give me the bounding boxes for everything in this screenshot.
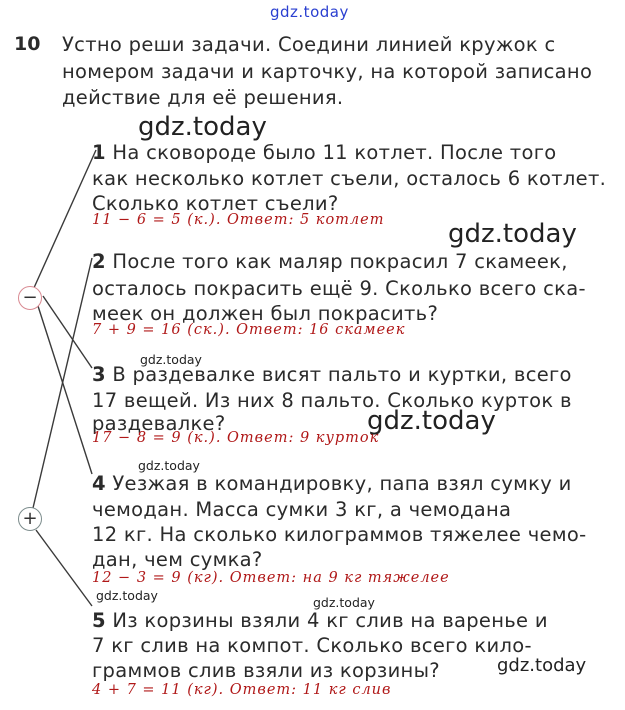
problem-1-number: 1 <box>92 141 106 164</box>
problem-4-number: 4 <box>92 472 106 495</box>
problem-3-line-3: раздевалке? <box>92 412 226 435</box>
problem-3-number: 3 <box>92 363 106 386</box>
watermark-4: gdz.today <box>367 406 496 436</box>
problem-2-line-3: меек он должен был покрасить? <box>92 302 439 325</box>
problem-2-number: 2 <box>92 250 106 273</box>
problem-5-line-3: граммов слив взяли из корзины? <box>92 659 440 682</box>
watermark-7: gdz.today <box>313 595 375 610</box>
task-number: 10 <box>14 33 41 55</box>
minus-card[interactable]: − <box>18 286 42 310</box>
watermark-8: gdz.today <box>497 655 587 676</box>
problem-2-line-2: осталось покрасить ещё 9. Сколько всего ска- <box>92 277 586 300</box>
watermark-1: gdz.today <box>138 112 267 142</box>
problem-4-line-3: 12 кг. На сколько килограммов тяжелее чемо- <box>92 523 587 546</box>
line-plus-problem5 <box>36 530 92 606</box>
line-minus-problem3 <box>43 296 92 368</box>
problem-2-answer: 7 + 9 = 16 (ск.). Ответ: 16 скамеек <box>92 322 406 338</box>
watermark-top: gdz.today <box>270 3 349 21</box>
problem-5-line-2: 7 кг слив на компот. Сколько всего кило- <box>92 634 532 657</box>
problem-5-answer: 4 + 7 = 11 (кг). Ответ: 11 кг слив <box>92 682 392 698</box>
problem-4-line-2: чемодан. Масса сумки 3 кг, а чемодана <box>92 498 512 521</box>
watermark-5: gdz.today <box>138 458 200 473</box>
problem-4-line-4: дан, чем сумка? <box>92 548 263 571</box>
problem-5-number: 5 <box>92 609 106 632</box>
watermark-2: gdz.today <box>448 219 577 249</box>
instruction-line-2: номером задачи и карточку, на которой записано <box>62 60 593 83</box>
problem-1-line-3: Сколько котлет съели? <box>92 192 339 215</box>
problem-2-line-1: 2 После того как маляр покрасил 7 скамеек, <box>92 250 568 273</box>
problem-3-line-1: 3 В раздевалке висят пальто и куртки, всего <box>92 363 572 386</box>
problem-4-line-1: 4 Уезжая в командировку, папа взял сумку и <box>92 472 572 495</box>
plus-card[interactable]: + <box>18 507 42 531</box>
problem-4-answer: 12 − 3 = 9 (кг). Ответ: на 9 кг тяжелее <box>92 570 450 586</box>
line-minus-problem4 <box>38 306 92 474</box>
watermark-3: gdz.today <box>140 352 202 367</box>
watermark-6: gdz.today <box>96 588 158 603</box>
problem-5-line-1: 5 Из корзины взяли 4 кг слив на варенье и <box>92 609 548 632</box>
instruction-line-1: Устно реши задачи. Соедини линией кружок с <box>62 33 556 56</box>
instruction-line-3: действие для её решения. <box>62 86 344 109</box>
problem-1-line-1: 1 На сковороде было 11 котлет. После того <box>92 141 557 164</box>
problem-1-line-2: как несколько котлет съели, осталось 6 котлет. <box>92 167 607 190</box>
line-problem1-minus <box>33 150 96 290</box>
problem-3-answer: 17 − 8 = 9 (к.). Ответ: 9 курток <box>92 430 380 446</box>
problem-3-line-2: 17 вещей. Из них 8 пальто. Сколько курток в <box>92 389 572 412</box>
problem-1-answer: 11 − 6 = 5 (к.). Ответ: 5 котлет <box>92 212 385 228</box>
